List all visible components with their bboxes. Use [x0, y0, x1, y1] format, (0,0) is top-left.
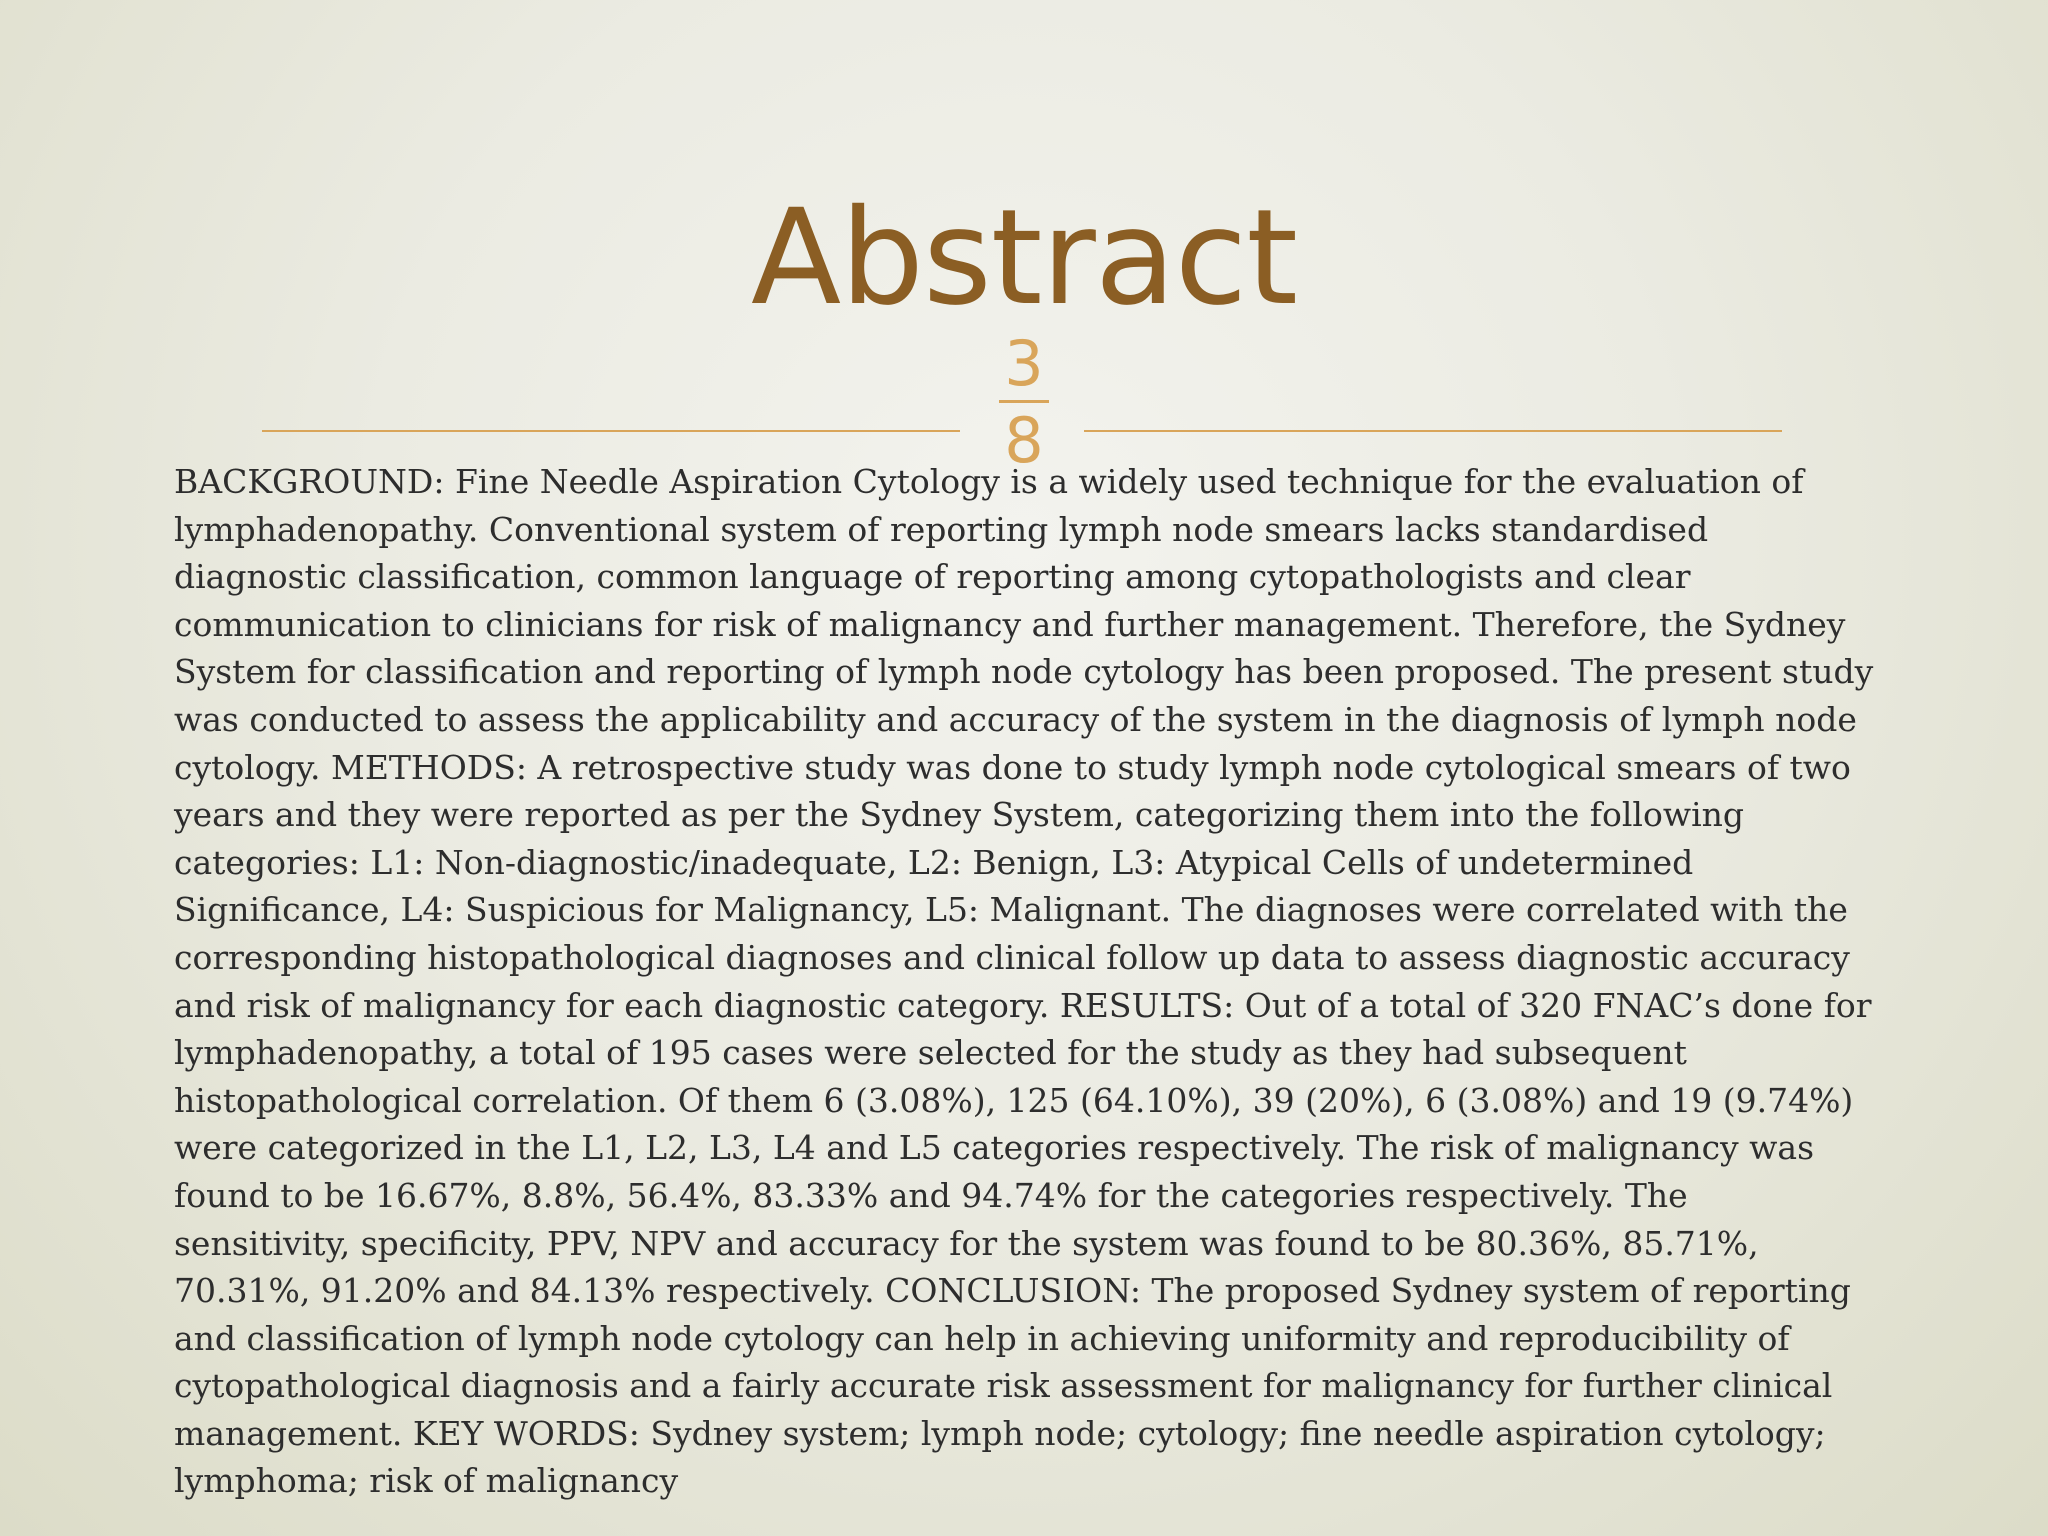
page-number [994, 327, 1054, 477]
title-divider-right [1084, 430, 1782, 432]
slide-title: Abstract [750, 181, 1298, 335]
page-number-total: 8 [1004, 404, 1044, 477]
abstract-body: BACKGROUND: Fine Needle Aspiration Cytology is a widely used technique for the evaluation of lymphadenopathy. Conventional system of reporting lymph node smears lacks standardised diagnostic classification, common language of reporting among cytopathologists and clear communication to clinicians for risk of malignancy and further management. Therefore, the Sydney System for classification and reporting of lymph node cytology has been proposed. The present study was conducted to assess the applicability and accuracy of the system in the diagnosis of lymph node cytology. METHODS: A retrospective study was done to study lymph node cytological smears of two years and they were reported as per the Sydney System, categorizing them into the following categories: L1: Non-diagnostic/inadequate, L2: Benign, L3: Atypical Cells of undetermined Significance, L4: Suspicious for Malignancy, L5: Malignant. The diagnoses were correlated with the corresponding histopathological diagnoses and clinical follow up data to assess diagnostic accuracy and risk of malignancy for each diagnostic category. RESULTS: Out of a total of 320 FNAC’s done for lymphadenopathy, a total of 195 cases were selected for the study as they had subsequent histopathological correlation. Of them 6 (3.08%), 125 (64.10%), 39 (20%), 6 (3.08%) and 19 (9.74%) were categorized in the L1, L2, L3, L4 and L5 categories respectively. The risk of malignancy was found to be 16.67%, 8.8%, 56.4%, 83.33% and 94.74% for the categories respectively. The sensitivity, specificity, PPV, NPV and accuracy for the system was found to be 80.36%, 85.71%, 70.31%, 91.20% and 84.13% respectively. CONCLUSION: The proposed Sydney system of reporting and classification of lymph node cytology can help in achieving uniformity and reproducibility of cytopathological diagnosis and a fairly accurate risk assessment for malignancy for further clinical management. KEY WORDS: Sydney system; lymph node; cytology; fine needle aspiration cytology; lymphoma; risk of malignancy [174, 462, 1874, 1501]
page-number-divider [999, 400, 1049, 403]
page-number-current: 3 [1004, 327, 1044, 400]
title-divider-left [262, 430, 960, 432]
